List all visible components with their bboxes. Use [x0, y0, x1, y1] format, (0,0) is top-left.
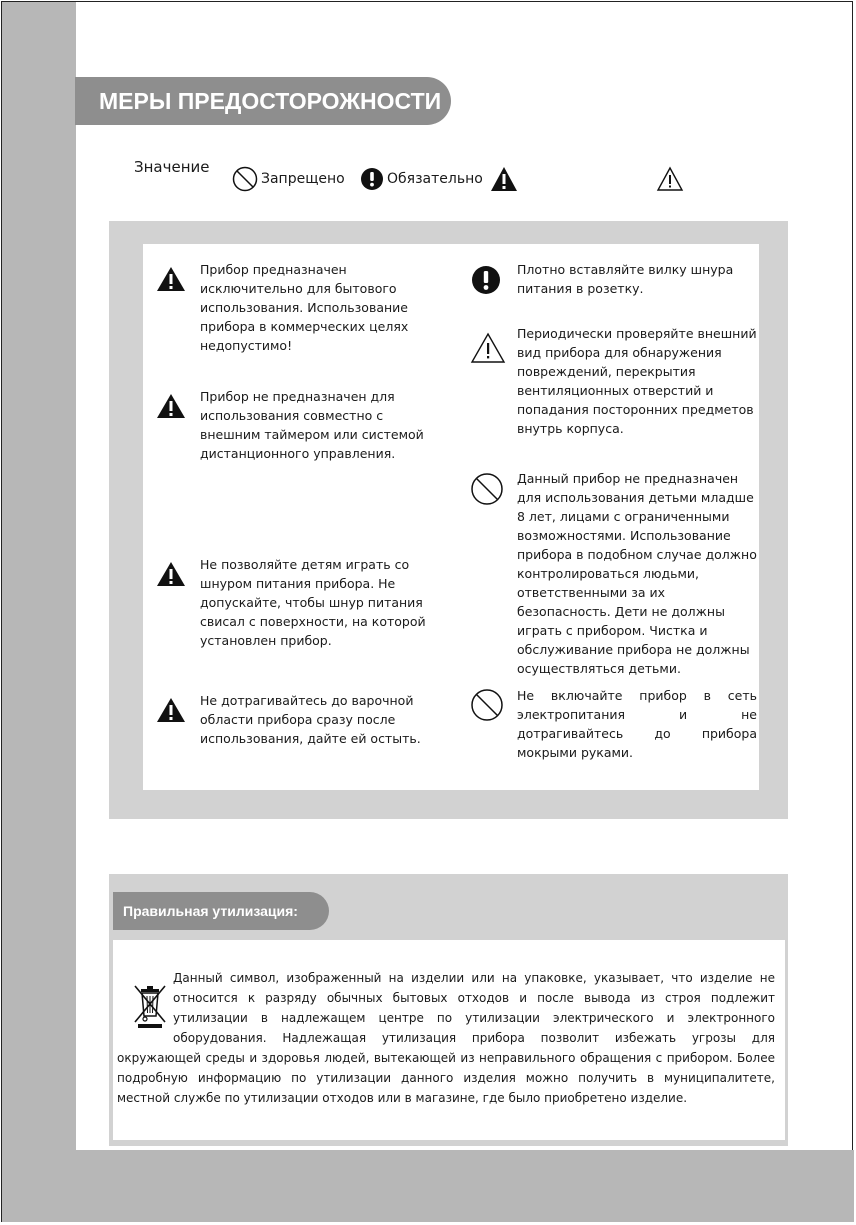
legend-prohibited [232, 166, 345, 192]
precaution-text: Плотно вставляйте вилку шнура питания в розетку. [517, 262, 734, 296]
warning-filled-icon [156, 266, 186, 292]
precaution-text: Прибор предназначен исключительно для бытового использования. Использование прибора в коммерческих целях недопустимо! [200, 262, 409, 353]
bin-icon-spacer [117, 968, 173, 1046]
disposal-heading: Правильная утилизация: [113, 892, 329, 930]
bottom-decorative-strip [76, 1150, 854, 1222]
precaution-text: Не позволяйте детям играть со шнуром питания прибора. Не допускайте, чтобы шнур питания свисал с поверхности, на которой установлен прибор. [200, 557, 426, 648]
mandatory-icon [360, 167, 384, 191]
precaution-text: Не включайте прибор в сеть электропитания и не дотрагивайтесь до прибора мокрыми руками. [517, 688, 757, 760]
warning-filled-icon [156, 697, 186, 723]
disposal-paragraph [117, 968, 775, 1108]
warning-filled-icon [490, 166, 518, 192]
page-title: МЕРЫ ПРЕДОСТОРОЖНОСТИ [75, 77, 451, 125]
legend-label: Значение [134, 158, 210, 176]
disposal-text-body: Данный символ, изображенный на изделии или на упаковке, указывает, что изделие не относится к разряду обычных бытовых отходов и после вывода из строя подлежит утилизации в надлежащем центре по утилизации электрического и электронного оборудования. Надлежащая утилизация прибора позволит избежать угрозы для окружающей среды и здоровья людей, вытекающей из неправильного обращения с прибором. Более подробную информацию по утилизации данного изделия можно получить в муниципалитете, местной службе по утилизации отходов или в магазине, где было приобретено изделие. [117, 971, 775, 1105]
precaution-text: Данный прибор не предназначен для использования детьми младше 8 лет, лицами с ограниченными возможностями. Использование прибора в подобном случае должно контролироваться людьми, ответственными за их безопасность. Дети не должны играть с прибором. Чистка и обслуживание прибора не должны осуществляться детьми. [517, 471, 757, 676]
mandatory-icon [470, 264, 502, 296]
prohibited-icon [470, 472, 504, 506]
legend-mandatory [360, 166, 518, 192]
precaution-text: Прибор не предназначен для использования совместно с внешним таймером или системой дистанционного управления. [200, 389, 424, 461]
left-decorative-strip [2, 2, 76, 1222]
precaution-text: Периодически проверяйте внешний вид прибора для обнаружения повреждений, перекрытия вентиляционных отверстий и попадания посторонних предметов внутрь корпуса. [517, 326, 757, 436]
legend-caution [656, 166, 684, 192]
legend-prohibited-label: Запрещено [261, 171, 345, 187]
precaution-text: Не дотрагивайтесь до варочной области прибора сразу после использования, дайте ей остыть. [200, 693, 421, 746]
prohibited-icon [470, 688, 504, 722]
warning-filled-icon [156, 393, 186, 419]
legend [134, 158, 694, 194]
legend-mandatory-label: Обязательно [387, 171, 483, 187]
warning-filled-icon [156, 561, 186, 587]
warning-outline-icon [656, 166, 684, 192]
prohibited-icon [232, 166, 258, 192]
warning-outline-icon [470, 332, 506, 364]
disposal-text [117, 968, 775, 1108]
